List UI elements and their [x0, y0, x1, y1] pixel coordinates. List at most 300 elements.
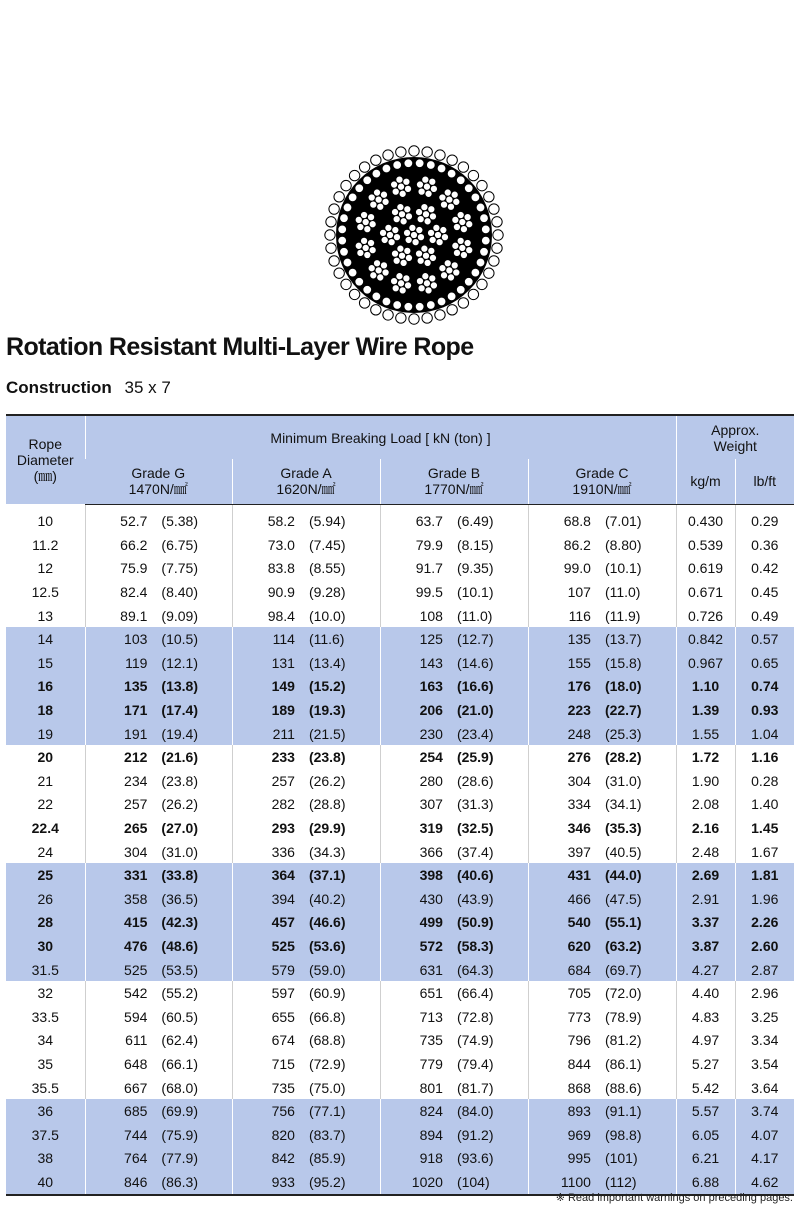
grade-cell [232, 816, 380, 840]
mbl-kn: 499 [419, 914, 443, 931]
mbl-kn: 73.0 [267, 536, 295, 553]
rope-wire [334, 268, 344, 278]
grade-cell [85, 533, 232, 557]
diameter-cell: 11.2 [32, 536, 59, 553]
grade-cell [380, 816, 528, 840]
mbl-ton: (21.0) [456, 702, 494, 719]
rope-wire [382, 297, 391, 306]
rope-wire [382, 164, 391, 173]
mbl-ton: (28.8) [308, 796, 346, 813]
grade-cell [528, 1076, 676, 1100]
table-row [6, 557, 794, 581]
diameter-cell: 28 [6, 911, 85, 935]
rope-wire [418, 188, 425, 195]
spec-table [6, 414, 794, 1196]
rope-wire [357, 223, 364, 230]
grade-cell [380, 604, 528, 628]
lbft-cell: 0.36 [735, 533, 794, 557]
header-grade-a [232, 459, 380, 504]
diameter-cell: 33.5 [31, 1008, 59, 1025]
lbft-cell: 3.64 [735, 1076, 794, 1100]
diameter-cell: 24 [37, 843, 54, 860]
rope-wire [392, 226, 399, 233]
rope-wire [383, 310, 393, 320]
grade-cell [528, 769, 676, 793]
rope-wire [440, 272, 447, 279]
mbl-kn: 364 [271, 867, 295, 884]
rope-wire [340, 247, 349, 256]
mbl-kn: 331 [124, 867, 148, 884]
rope-wire [403, 275, 410, 282]
lbft-cell: 0.29 [735, 504, 794, 533]
grade-name: Grade A [280, 465, 332, 482]
table-row [6, 863, 794, 887]
mbl-kn: 358 [124, 890, 148, 907]
kgm-cell: 2.08 [676, 793, 735, 817]
mbl-kn: 68.8 [563, 513, 591, 530]
mbl-ton: (10.0) [308, 607, 346, 624]
grade-cell [232, 911, 380, 935]
mbl-kn: 171 [124, 702, 148, 719]
mbl-kn: 58.2 [267, 513, 295, 530]
mbl-ton: (58.3) [456, 937, 494, 954]
grade-cell [232, 698, 380, 722]
mbl-kn: 304 [567, 772, 591, 789]
rope-wire [393, 257, 400, 264]
grade-cell [232, 533, 380, 557]
grade-cell [528, 1052, 676, 1076]
mbl-kn: 107 [567, 584, 591, 601]
rope-wire [348, 268, 357, 277]
rope-wire [493, 230, 503, 240]
rope-wire [458, 162, 468, 172]
rope-wire [363, 285, 372, 294]
mbl-kn: 824 [419, 1103, 443, 1120]
mbl-ton: (11.9) [604, 607, 641, 624]
grade-cell [528, 1123, 676, 1147]
lbft-cell: 3.25 [735, 1005, 794, 1029]
grade-cell [85, 911, 232, 935]
mbl-ton: (64.3) [456, 961, 494, 978]
grade-cell [232, 745, 380, 769]
rope-wire [388, 238, 395, 245]
mbl-ton: (60.9) [308, 985, 346, 1002]
table-row [6, 840, 794, 864]
rope-wire [458, 298, 468, 308]
mbl-kn: 304 [124, 843, 148, 860]
rope-wire [393, 301, 402, 310]
diameter-cell: 13 [37, 607, 54, 624]
rope-wire [422, 313, 432, 323]
grade-cell [528, 1029, 676, 1053]
mbl-ton: (13.7) [604, 631, 642, 648]
rope-wire [349, 289, 359, 299]
rope-wire [404, 302, 413, 311]
rope-wire [480, 247, 489, 256]
mbl-kn: 163 [419, 678, 443, 695]
lbft-cell: 2.60 [735, 934, 794, 958]
grade-cell [380, 1029, 528, 1053]
mbl-ton: (19.3) [308, 702, 346, 719]
mbl-ton: (13.4) [308, 654, 346, 671]
mbl-kn: 143 [419, 654, 443, 671]
rope-wire [403, 178, 410, 185]
mbl-ton: (8.15) [456, 536, 494, 553]
mbl-kn: 705 [567, 985, 591, 1002]
kgm-cell: 3.87 [676, 934, 735, 958]
grade-cell [380, 504, 528, 533]
grade-strength: 1910N/㎟ [572, 481, 632, 498]
grade-name: Grade G [131, 465, 186, 482]
rope-wire [456, 176, 465, 185]
mbl-ton: (26.2) [308, 772, 346, 789]
grade-cell [85, 1123, 232, 1147]
grade-cell [380, 840, 528, 864]
mbl-ton: (66.8) [308, 1008, 346, 1025]
mbl-kn: 735 [271, 1079, 295, 1096]
table-row [6, 504, 794, 533]
rope-wire [359, 162, 369, 172]
grade-cell [528, 627, 676, 651]
mbl-ton: (9.09) [161, 607, 198, 624]
header-weight-label: Approx. Weight [711, 421, 760, 454]
mbl-kn: 212 [124, 749, 148, 766]
mbl-kn: 525 [271, 937, 295, 954]
grade-cell [232, 1052, 380, 1076]
mbl-ton: (112) [604, 1173, 637, 1190]
mbl-kn: 276 [567, 749, 591, 766]
mbl-ton: (21.6) [161, 749, 198, 766]
lbft-cell: 4.62 [735, 1170, 794, 1195]
mbl-ton: (28.6) [456, 772, 494, 789]
mbl-kn: 248 [567, 725, 591, 742]
mbl-ton: (37.1) [308, 867, 346, 884]
rope-wire [468, 289, 478, 299]
rope-wire [437, 164, 446, 173]
lbft-cell: 0.93 [735, 698, 794, 722]
mbl-kn: 366 [419, 843, 443, 860]
rope-wire [428, 247, 435, 254]
mbl-kn: 842 [271, 1150, 295, 1167]
rope-wire [451, 191, 458, 198]
mbl-ton: (7.01) [604, 513, 642, 530]
table-row [6, 769, 794, 793]
kgm-cell: 0.671 [676, 580, 735, 604]
mbl-kn: 63.7 [415, 513, 443, 530]
rope-wire [464, 239, 471, 246]
rope-wire [404, 206, 411, 213]
mbl-kn: 918 [419, 1150, 443, 1167]
diameter-cell: 32 [37, 985, 54, 1002]
mbl-kn: 579 [271, 961, 295, 978]
grade-cell [85, 604, 232, 628]
kgm-cell: 2.16 [676, 816, 735, 840]
mbl-ton: (22.7) [604, 702, 642, 719]
rope-wire [481, 236, 490, 245]
mbl-kn: 75.9 [120, 560, 148, 577]
rope-wire [489, 204, 499, 214]
rope-wire [421, 204, 428, 211]
mbl-ton: (10.5) [161, 631, 198, 648]
mbl-ton: (15.8) [604, 654, 642, 671]
kgm-cell: 2.91 [676, 887, 735, 911]
diameter-cell: 35.5 [31, 1079, 59, 1096]
mbl-ton: (8.80) [604, 536, 642, 553]
rope-wire [340, 214, 349, 223]
mbl-ton: (31.0) [604, 772, 642, 789]
lbft-cell: 1.67 [735, 840, 794, 864]
rope-wire [447, 203, 454, 210]
grade-cell [528, 745, 676, 769]
table-row [6, 816, 794, 840]
grade-cell [380, 627, 528, 651]
mbl-kn: 189 [271, 702, 295, 719]
lbft-cell: 1.16 [735, 745, 794, 769]
mbl-ton: (59.0) [308, 961, 346, 978]
mbl-kn: 756 [271, 1103, 295, 1120]
mbl-ton: (12.1) [161, 654, 198, 671]
mbl-kn: 894 [419, 1126, 443, 1143]
table-row [6, 981, 794, 1005]
mbl-kn: 466 [567, 890, 591, 907]
diameter-cell: 40 [6, 1170, 85, 1195]
diameter-cell: 10 [37, 513, 54, 530]
table-row [6, 911, 794, 935]
mbl-ton: (72.0) [604, 985, 642, 1002]
lbft-cell: 0.45 [735, 580, 794, 604]
diameter-cell: 14 [6, 627, 85, 651]
kgm-cell: 1.72 [676, 745, 735, 769]
diameter-cell: 15 [6, 651, 85, 675]
mbl-kn: 234 [124, 772, 148, 789]
mbl-ton: (8.40) [161, 584, 198, 601]
mbl-kn: 476 [124, 937, 148, 954]
mbl-ton: (81.7) [456, 1079, 494, 1096]
rope-wire [440, 226, 447, 233]
mbl-ton: (15.2) [308, 678, 346, 695]
grade-cell [380, 1005, 528, 1029]
rope-wire [400, 218, 407, 225]
header-grade-c [528, 459, 676, 504]
mbl-kn: 684 [567, 961, 591, 978]
mbl-kn: 597 [271, 985, 295, 1002]
grade-cell [232, 1147, 380, 1171]
mbl-ton: (21.5) [308, 725, 346, 742]
rope-wire [392, 285, 399, 292]
mbl-kn: 86.2 [563, 536, 591, 553]
diameter-cell: 31.5 [6, 958, 85, 982]
kgm-cell: 1.39 [676, 698, 735, 722]
mbl-ton: (55.2) [161, 985, 198, 1002]
kgm-cell: 0.619 [676, 557, 735, 581]
grade-cell [85, 745, 232, 769]
lbft-cell: 4.17 [735, 1147, 794, 1171]
rope-wire [444, 260, 451, 267]
mbl-ton: (44.0) [604, 867, 642, 884]
lbft-cell: 1.81 [735, 863, 794, 887]
mbl-ton: (62.4) [161, 1032, 198, 1049]
rope-wire [396, 273, 403, 280]
mbl-kn: 79.9 [415, 536, 443, 553]
rope-wire [477, 279, 487, 289]
lbft-cell: 3.54 [735, 1052, 794, 1076]
rope-wire [415, 302, 424, 311]
diameter-cell: 12 [37, 560, 54, 577]
rope-wire [357, 249, 364, 256]
rope-wire [355, 184, 364, 193]
rope-wire [435, 310, 445, 320]
mbl-ton: (31.0) [161, 843, 198, 860]
grade-strength: 1470N/㎟ [128, 481, 188, 498]
grade-cell [232, 769, 380, 793]
lbft-cell: 0.65 [735, 651, 794, 675]
kgm-cell: 0.539 [676, 533, 735, 557]
rope-wire [409, 224, 416, 231]
mbl-kn: 90.9 [267, 584, 295, 601]
rope-wire [425, 190, 432, 197]
grade-cell [528, 816, 676, 840]
mbl-kn: 103 [124, 631, 148, 648]
mbl-kn: 715 [271, 1055, 295, 1072]
mbl-kn: 116 [568, 607, 591, 624]
grade-cell [528, 557, 676, 581]
grade-cell [380, 1147, 528, 1171]
rope-cross-section-icon [322, 143, 506, 327]
grade-cell [528, 981, 676, 1005]
rope-wire [370, 272, 377, 279]
construction-label: Construction [6, 378, 112, 397]
mbl-kn: 206 [419, 702, 443, 719]
mbl-ton: (86.1) [604, 1055, 642, 1072]
grade-cell [380, 722, 528, 746]
grade-cell [85, 840, 232, 864]
mbl-kn: 651 [419, 985, 443, 1002]
rope-wire [457, 211, 464, 218]
rope-wire [348, 193, 357, 202]
grade-cell [232, 1099, 380, 1123]
mbl-kn: 233 [271, 749, 295, 766]
rope-wire [397, 245, 404, 252]
grade-cell [528, 651, 676, 675]
rope-wire [471, 193, 480, 202]
table-row [6, 627, 794, 651]
table-row [6, 604, 794, 628]
mbl-ton: (101) [604, 1150, 638, 1167]
rope-wire [396, 313, 406, 323]
mbl-ton: (55.1) [604, 914, 642, 931]
rope-wire [464, 184, 473, 193]
mbl-kn: 611 [125, 1032, 148, 1049]
grade-cell [380, 793, 528, 817]
diameter-cell: 26 [6, 887, 85, 911]
diameter-cell: 22.4 [31, 820, 59, 837]
mbl-ton: (95.2) [308, 1173, 346, 1190]
kgm-cell: 6.88 [676, 1170, 735, 1195]
rope-wire [371, 155, 381, 165]
rope-wire [468, 170, 478, 180]
grade-cell [528, 840, 676, 864]
grade-cell [528, 1147, 676, 1171]
mbl-ton: (32.5) [456, 820, 494, 837]
mbl-ton: (28.2) [604, 749, 642, 766]
mbl-kn: 135 [567, 631, 591, 648]
rope-wire [338, 236, 347, 245]
mbl-ton: (81.2) [604, 1032, 642, 1049]
grade-cell [528, 1005, 676, 1029]
mbl-ton: (69.7) [604, 961, 642, 978]
mbl-kn: 149 [271, 678, 295, 695]
mbl-ton: (93.6) [456, 1150, 494, 1167]
mbl-ton: (91.1) [604, 1103, 642, 1120]
mbl-ton: (66.4) [456, 985, 494, 1002]
grade-cell [528, 722, 676, 746]
grade-cell [232, 580, 380, 604]
mbl-ton: (25.3) [604, 725, 642, 742]
mbl-kn: 844 [567, 1055, 591, 1072]
mbl-kn: 282 [271, 796, 295, 813]
mbl-kn: 773 [567, 1008, 591, 1025]
mbl-ton: (9.28) [308, 584, 346, 601]
mbl-ton: (86.3) [161, 1173, 198, 1190]
mbl-ton: (5.38) [161, 513, 198, 530]
rope-wire [433, 224, 440, 231]
grade-cell [85, 934, 232, 958]
rope-wire [418, 285, 425, 292]
grade-cell [85, 1005, 232, 1029]
rope-wire [399, 190, 406, 197]
rope-wire [456, 285, 465, 294]
rope-wire [371, 305, 381, 315]
mbl-kn: 572 [419, 937, 443, 954]
diameter-cell: 36 [6, 1099, 85, 1123]
rope-wire [405, 236, 412, 243]
page-title: Rotation Resistant Multi-Layer Wire Rope [6, 333, 474, 361]
grade-cell [528, 504, 676, 533]
table-row [6, 1123, 794, 1147]
rope-wire [373, 189, 380, 196]
mbl-kn: 995 [567, 1150, 591, 1167]
rope-wire [424, 218, 431, 225]
mbl-ton: (7.75) [161, 560, 198, 577]
grade-cell [85, 698, 232, 722]
mbl-ton: (72.8) [456, 1008, 494, 1025]
grade-cell [232, 863, 380, 887]
grade-cell [232, 557, 380, 581]
mbl-ton: (8.55) [308, 560, 346, 577]
mbl-ton: (68.8) [308, 1032, 346, 1049]
grade-cell [528, 533, 676, 557]
rope-wire [341, 180, 351, 190]
rope-wire [421, 245, 428, 252]
mbl-kn: 254 [419, 749, 443, 766]
mbl-ton: (77.9) [161, 1150, 198, 1167]
kgm-cell: 2.48 [676, 840, 735, 864]
mbl-ton: (23.8) [161, 772, 198, 789]
rope-wire [460, 251, 467, 258]
mbl-kn: 394 [271, 890, 295, 907]
mbl-kn: 66.2 [120, 536, 148, 553]
mbl-kn: 108 [419, 607, 443, 624]
rope-wire [480, 214, 489, 223]
table-row [6, 651, 794, 675]
table-body [6, 504, 794, 1195]
table-row [6, 722, 794, 746]
rope-wire [437, 297, 446, 306]
mbl-kn: 631 [419, 961, 443, 978]
mbl-kn: 1020 [411, 1173, 443, 1190]
rope-wire [341, 279, 351, 289]
rope-wire [329, 204, 339, 214]
